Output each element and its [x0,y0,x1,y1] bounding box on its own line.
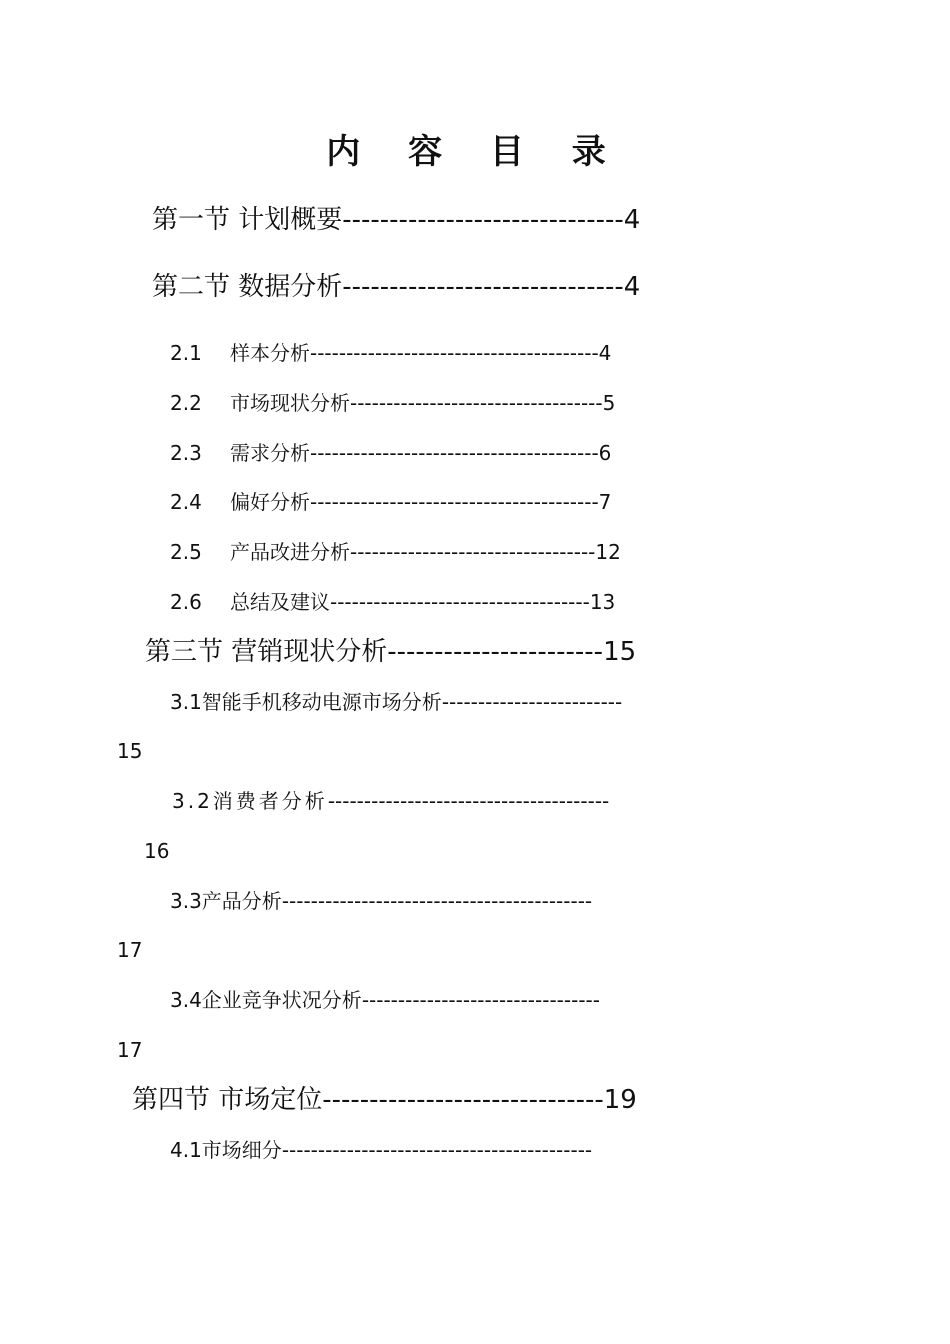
toc-entry-label: 产品改进分析 [230,540,350,564]
toc-entry-number: 2.6 [170,590,202,614]
toc-leader: --------------------------------------- [327,789,610,813]
toc-entry-4-1[interactable] [170,1140,592,1160]
toc-page-number: 7 [598,490,612,514]
toc-entry-2-3[interactable] [170,443,611,463]
toc-entry-number: 2.4 [170,490,202,514]
toc-entry-label: 3.2消费者分析 [172,789,328,813]
toc-page-number: 15 [117,739,143,763]
toc-page-number: 13 [589,590,616,614]
toc-section-2[interactable] [152,274,640,300]
toc-entry-label: 需求分析 [230,441,310,465]
toc-entry-label: 3.4企业竞争状况分析 [170,988,362,1012]
toc-entry-number: 2.3 [170,441,202,465]
toc-page-number: 17 [117,1038,143,1062]
toc-leader: ------------------------------------ [330,590,590,614]
toc-entry-2-5[interactable] [170,542,621,562]
toc-title: 内 容 目 录 [326,132,624,172]
toc-leader: ---------------------------------------- [310,441,599,465]
toc-leader: ------------------------------ [322,1085,604,1115]
toc-section-label: 第四节 市场定位 [132,1085,323,1115]
toc-entry-number: 2.1 [170,341,202,365]
toc-leader: ------------------------------ [342,205,624,235]
toc-section-4[interactable] [132,1087,637,1113]
toc-entry-number: 2.5 [170,540,202,564]
toc-leader: ----------------------------------- [350,391,603,415]
toc-section-1[interactable] [152,207,640,233]
toc-page-number: 4 [623,205,641,235]
toc-section-label: 第一节 计划概要 [152,205,343,235]
toc-page-number: 17 [117,938,143,962]
toc-leader: ----------------------- [387,637,604,667]
toc-leader: ------------------------------------------- [281,1138,593,1162]
toc-entry-number: 2.2 [170,391,202,415]
toc-entry-label: 偏好分析 [230,490,310,514]
toc-page-number: 4 [623,272,641,302]
toc-entry-label: 3.1智能手机移动电源市场分析 [170,690,442,714]
toc-entry-3-3[interactable] [170,891,592,911]
toc-page-number: 15 [603,637,637,667]
toc-entry-3-4[interactable] [170,990,600,1010]
toc-leader: ---------------------------------------- [310,490,599,514]
toc-leader: ---------------------------------- [350,540,596,564]
toc-entry-2-6[interactable] [170,592,615,612]
toc-section-label: 第三节 营销现状分析 [145,637,388,667]
toc-page-number: 4 [598,341,612,365]
toc-leader: ------------------------------ [342,272,624,302]
toc-entry-3-2[interactable] [172,791,609,811]
toc-entry-label: 4.1市场细分 [170,1138,282,1162]
toc-entry-label: 总结及建议 [230,590,330,614]
toc-page-number: 16 [144,839,170,863]
toc-leader: ---------------------------------------- [310,341,599,365]
toc-section-3[interactable] [145,639,636,665]
toc-leader: ------------------------- [441,690,623,714]
toc-page-number: 6 [598,441,612,465]
toc-entry-2-1[interactable] [170,343,611,363]
toc-entry-3-1[interactable] [170,692,622,712]
toc-leader: ------------------------------------------- [281,889,593,913]
toc-section-label: 第二节 数据分析 [152,272,343,302]
toc-page-number: 19 [603,1085,637,1115]
toc-page-number: 12 [595,540,621,564]
toc-entry-label: 3.3产品分析 [170,889,282,913]
toc-entry-2-4[interactable] [170,492,611,512]
toc-entry-2-2[interactable] [170,393,615,413]
toc-page-number: 5 [602,391,616,415]
toc-leader: --------------------------------- [361,988,600,1012]
toc-entry-label: 样本分析 [230,341,310,365]
toc-entry-label: 市场现状分析 [230,391,350,415]
